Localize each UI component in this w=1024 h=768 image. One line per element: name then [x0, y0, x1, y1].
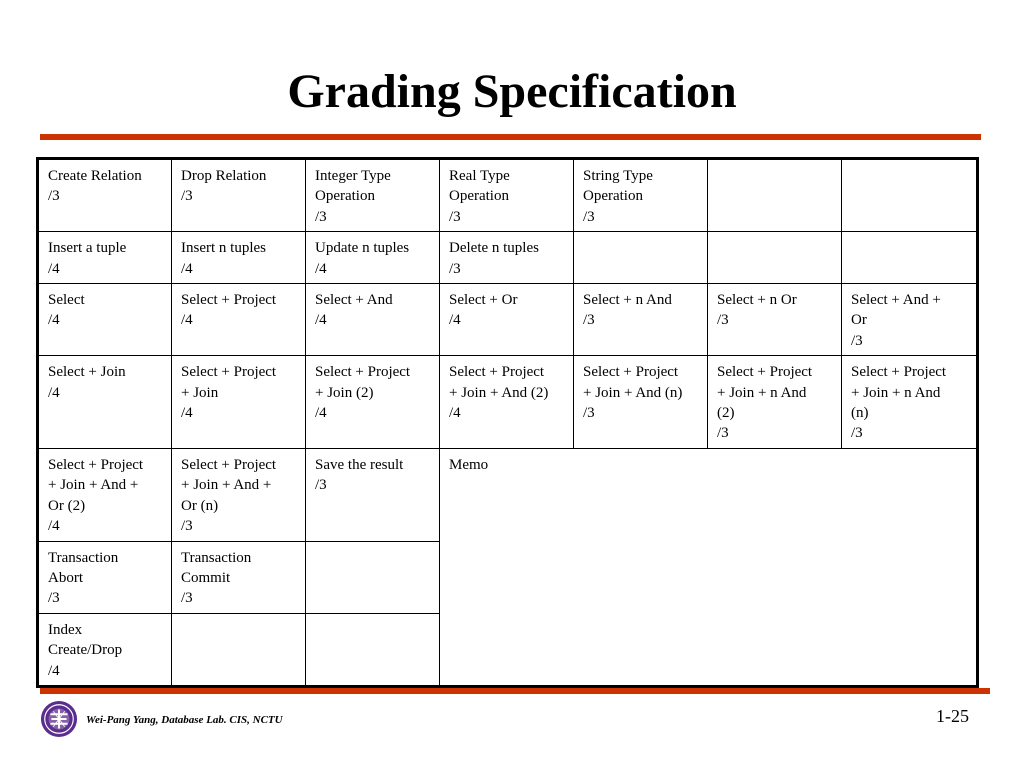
table-cell: [574, 356, 708, 449]
table-cell: [306, 232, 440, 284]
cell-text: Real Type: [449, 168, 510, 184]
cell-score: /4: [449, 312, 461, 329]
footer-credit: Wei-Pang Yang, Database Lab. CIS, NCTU: [86, 714, 283, 726]
cell-score: /4: [449, 405, 461, 422]
table-cell: [306, 159, 440, 232]
cell-text: Create Relation: [48, 168, 142, 184]
cell-text: Update n tuples: [315, 240, 410, 257]
cell-text: (2): [717, 405, 735, 422]
empty-cell: [708, 159, 842, 232]
cell-text: Select + Project: [717, 364, 813, 381]
cell-score: /3: [449, 260, 461, 277]
cell-text: + Join + And +: [48, 477, 139, 494]
table-row: [38, 284, 978, 356]
cell-score: /3: [48, 188, 60, 205]
cell-text: (n): [851, 405, 869, 422]
cell-text: Operation: [583, 188, 643, 205]
empty-cell: [842, 232, 978, 284]
cell-score: /4: [315, 312, 327, 329]
cell-text: Insert n tuples: [181, 240, 266, 257]
cell-text: Select + n And: [583, 292, 672, 309]
cell-score: /3: [449, 208, 461, 225]
table-row: [38, 356, 978, 449]
cell-text: Or: [851, 312, 867, 329]
table-row: [38, 448, 978, 541]
cell-text: Select: [48, 292, 85, 309]
memo-cell: [440, 448, 978, 686]
cell-score: /3: [851, 425, 863, 442]
table-cell: [172, 159, 306, 232]
cell-text: + Join + n And: [851, 384, 941, 401]
cell-text: + Join + And (n): [583, 384, 683, 401]
table-cell: [440, 159, 574, 232]
cell-text: Insert a tuple: [48, 240, 127, 257]
table-cell: [842, 356, 978, 449]
cell-text: Select + Project: [181, 364, 277, 381]
table-cell: [38, 284, 172, 356]
cell-text: Drop Relation: [181, 168, 267, 184]
cell-score: /4: [48, 260, 60, 277]
empty-cell: [842, 159, 978, 232]
cell-text: Select + Project: [315, 364, 411, 381]
cell-score: /3: [181, 188, 193, 205]
cell-score: /4: [48, 662, 60, 679]
cell-text: + Join (2): [315, 384, 374, 401]
cell-text: Operation: [315, 188, 375, 205]
cell-text: Select + Or: [449, 292, 518, 309]
table-cell: [38, 613, 172, 686]
cell-score: /3: [181, 590, 193, 607]
cell-text: Select + Project: [181, 456, 277, 473]
cell-text: Select + Join: [48, 364, 126, 381]
title-underline-rule: [40, 134, 981, 140]
memo-label: Memo: [449, 456, 489, 473]
cell-text: Select + n Or: [717, 292, 797, 309]
table-cell: [708, 284, 842, 356]
cell-score: /4: [315, 405, 327, 422]
cell-text: Select + Project: [583, 364, 679, 381]
table-cell: [38, 159, 172, 232]
table-row: [38, 159, 978, 232]
table-cell: [842, 284, 978, 356]
table-cell: [172, 356, 306, 449]
empty-cell: [172, 613, 306, 686]
table-cell: [574, 284, 708, 356]
cell-text: Or (2): [48, 497, 86, 514]
cell-score: /3: [583, 405, 595, 422]
cell-text: String Type: [583, 168, 653, 184]
cell-text: Create/Drop: [48, 642, 123, 659]
table-cell: [306, 356, 440, 449]
table-cell: [708, 356, 842, 449]
table-cell: [172, 284, 306, 356]
cell-text: Select + And: [315, 292, 393, 309]
cell-score: /3: [583, 312, 595, 329]
cell-text: Select + Project: [181, 292, 277, 309]
cell-text: Select + And +: [851, 292, 941, 309]
cell-score: /4: [48, 518, 60, 535]
table-cell: [172, 232, 306, 284]
cell-text: Select + Project: [48, 456, 144, 473]
table-cell: [172, 541, 306, 613]
footer-rule: [40, 688, 990, 694]
empty-cell: [306, 541, 440, 613]
table-cell: [172, 448, 306, 541]
table-cell: [306, 448, 440, 541]
university-seal-icon: [40, 700, 78, 738]
table-cell: [574, 159, 708, 232]
cell-text: + Join + And +: [181, 477, 272, 494]
cell-text: Or (n): [181, 497, 219, 514]
cell-score: /3: [851, 332, 863, 349]
cell-text: Commit: [181, 569, 231, 586]
cell-text: + Join + n And: [717, 384, 807, 401]
slide-title: Grading Specification: [287, 65, 737, 118]
cell-score: /4: [48, 384, 60, 401]
table-cell: [440, 356, 574, 449]
cell-score: /3: [717, 312, 729, 329]
table-cell: [440, 284, 574, 356]
cell-score: /3: [717, 425, 729, 442]
cell-score: /4: [48, 312, 60, 329]
empty-cell: [574, 232, 708, 284]
cell-text: Index: [48, 621, 83, 638]
table-cell: [440, 232, 574, 284]
page-number: 1-25: [936, 706, 969, 726]
table-cell: [38, 356, 172, 449]
cell-text: + Join: [181, 384, 219, 401]
table-cell: [38, 232, 172, 284]
cell-score: /3: [315, 477, 327, 494]
cell-score: /3: [181, 518, 193, 535]
table-cell: [38, 541, 172, 613]
cell-score: /4: [181, 260, 193, 277]
cell-text: Transaction: [48, 549, 119, 566]
cell-text: Integer Type: [315, 168, 391, 184]
cell-text: Operation: [449, 188, 509, 205]
cell-text: Select + Project: [449, 364, 545, 381]
empty-cell: [708, 232, 842, 284]
cell-score: /4: [181, 405, 193, 422]
cell-text: Select + Project: [851, 364, 947, 381]
table-row: [38, 232, 978, 284]
cell-score: /3: [315, 208, 327, 225]
cell-text: Abort: [48, 569, 83, 586]
table-cell: [38, 448, 172, 541]
cell-score: /4: [181, 312, 193, 329]
grading-table: [36, 157, 979, 688]
cell-score: /4: [315, 260, 327, 277]
cell-text: + Join + And (2): [449, 384, 549, 401]
table-cell: [306, 284, 440, 356]
cell-text: Delete n tuples: [449, 240, 539, 257]
cell-text: Save the result: [315, 456, 404, 473]
cell-score: /3: [48, 590, 60, 607]
cell-text: Transaction: [181, 549, 252, 566]
cell-score: /3: [583, 208, 595, 225]
empty-cell: [306, 613, 440, 686]
